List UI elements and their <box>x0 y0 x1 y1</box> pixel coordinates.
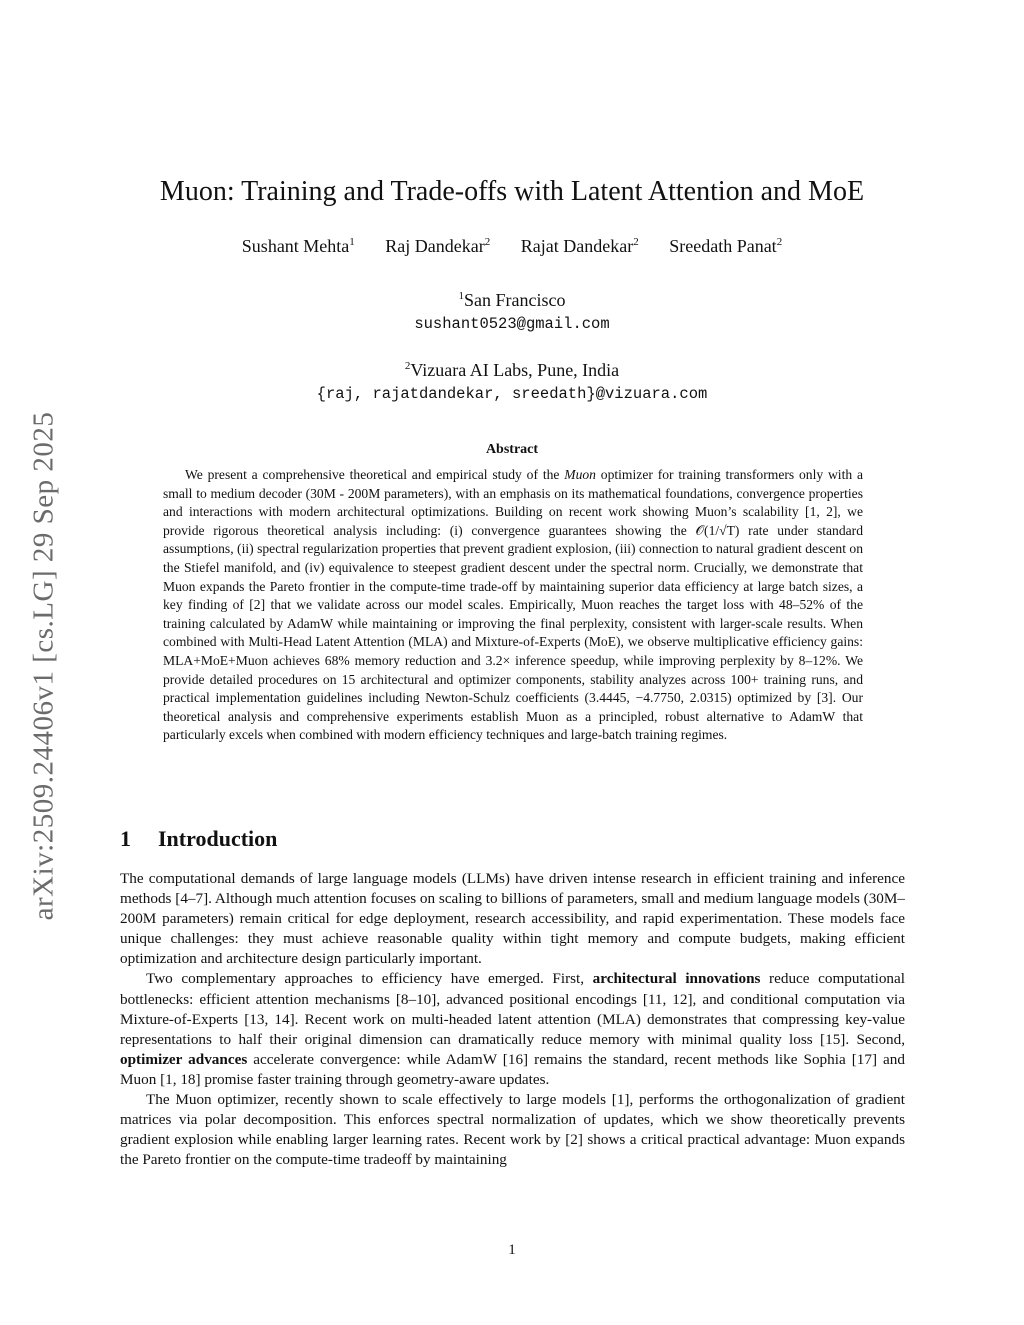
paragraph: The computational demands of large language models (LLMs) have driven intense research in efficient training and inference methods [4–7]. Although much attention focuses on scaling to billions of parameters, small and medium language models (30M–200M parameters) remain critical for edge deployment, research accessibility, and rapid experimentation. These models face unique challenges: they must achieve reasonable quality within tight memory and compute budgets, making efficient optimization and architecture design particularly important. <box>120 870 905 968</box>
introduction-body <box>120 869 905 1170</box>
section-title: Introduction <box>158 826 278 851</box>
paragraph-text: reduce computational bottlenecks: efficient attention mechanisms [8–10], advanced positional encodings [11, 12], and conditional computation via Mixture-of-Experts [13, 14]. Recent work on multi-headed latent attention (MLA) demonstrates that compressing key-value representations to half their original dimension can dramatically reduce memory with minimal quality loss [15]. Second, <box>120 970 905 1048</box>
abstract-heading: Abstract <box>485 442 539 457</box>
author-list <box>0 236 1024 257</box>
author-affil-mark: 2 <box>484 236 491 248</box>
affiliation-place: Vizuara AI Labs, Pune, India <box>410 360 620 380</box>
author <box>521 236 639 256</box>
author <box>669 236 782 256</box>
affiliation-email: sushant0523@gmail.com <box>414 315 610 333</box>
abstract-part: optimizer for training transformers only with a small to medium decoder (30M - 200M parameters), with an emphasis on its mathematical foundations, convergence properties and interactions with modern architectural optimizations. Building on recent work showing Muon’s scalability [1, 2], we provide rigorous theoretical analysis including: (i) convergence guarantees showing the 𝒪(1/√T) rate under standard assumptions, (ii) spectral regularization properties that prevent gradient explosion, (iii) connection to natural gradient descent on the Stiefel manifold, and (iv) equivalence to steepest gradient descent under the spectral norm. Crucially, we demonstrate that Muon expands the Pareto frontier in the compute-time trade-off by maintaining superior data efficiency at large batch sizes, a key finding of [2] that we validate across our model scales. Empirically, Muon reaches the target loss with 48–52% of the training calculated by AdamW while maintaining or improving the final perplexity, consistent with larger-scale results. When combined with Multi-Head Latent Attention (MLA) and Mixture-of-Experts (MoE), we observe multiplicative efficiency gains: MLA+MoE+Muon achieves 68% memory reduction and 3.2× inference speedup, while improving perplexity by 8–12%. We provide detailed procedures on 15 architectural and optimizer components, stability analyzes across 100+ training runs, and practical implementation guidelines including Newton-Schulz coefficients (3.4445, −4.7750, 2.0315) optimized by [3]. Our theoretical analysis and comprehensive experiments establish Muon as a principled, robust alternative to AdamW that particularly excels when combined with modern efficiency techniques and large-batch training regimes. <box>163 467 863 743</box>
author-affil-mark: 2 <box>633 236 639 248</box>
author <box>385 236 490 256</box>
paragraph: The Muon optimizer, recently shown to scale effectively to large models [1], performs the orthogonalization of gradient matrices via polar decomposition. This enforces spectral normalization of updates, which we show theoretically prevents gradient explosion while enabling larger learning rates. Recent work by [2] shows a critical practical advantage: Muon expands the Pareto frontier on the compute-time tradeoff by maintaining <box>120 1091 905 1169</box>
paragraph <box>120 969 905 1090</box>
affiliation <box>0 284 1024 336</box>
author-affil-mark: 2 <box>776 236 783 248</box>
affiliation-mark: 2 <box>404 360 411 372</box>
affiliation <box>0 354 1024 406</box>
author-name: Sushant Mehta <box>241 236 350 256</box>
affiliation-email: {raj, rajatdandekar, sreedath}@vizuara.com <box>316 385 708 403</box>
emphasis-text: architectural innovations <box>592 970 761 988</box>
arxiv-identifier: arXiv:2509.24406v1 [cs.LG] 29 Sep 2025 <box>27 411 60 921</box>
emphasis-text: optimizer advances <box>120 1050 248 1068</box>
paper-title: Muon: Training and Trade-offs with Latent Attention and MoE <box>159 176 865 207</box>
affiliation-place: San Francisco <box>464 290 566 310</box>
affiliation-mark: 1 <box>458 290 464 302</box>
author-name: Rajat Dandekar <box>520 236 634 256</box>
paragraph-text: Two complementary approaches to efficiency have emerged. First, <box>146 970 593 988</box>
author <box>242 236 355 256</box>
author-name: Raj Dandekar <box>385 236 485 256</box>
abstract-part: We present a comprehensive theoretical and empirical study of the <box>185 467 565 482</box>
author-name: Sreedath Panat <box>669 236 777 256</box>
page-number: 1 <box>508 1242 516 1258</box>
paragraph-text: accelerate convergence: while AdamW [16] remains the standard, recent methods like Sophia [17] and Muon [1, 18] promise faster training through geometry-aware updates. <box>120 1050 905 1088</box>
author-affil-mark: 1 <box>349 236 355 248</box>
section-heading <box>120 826 277 852</box>
section-number: 1 <box>120 826 131 851</box>
abstract-text <box>163 466 863 745</box>
optimizer-name: Muon <box>564 467 596 482</box>
